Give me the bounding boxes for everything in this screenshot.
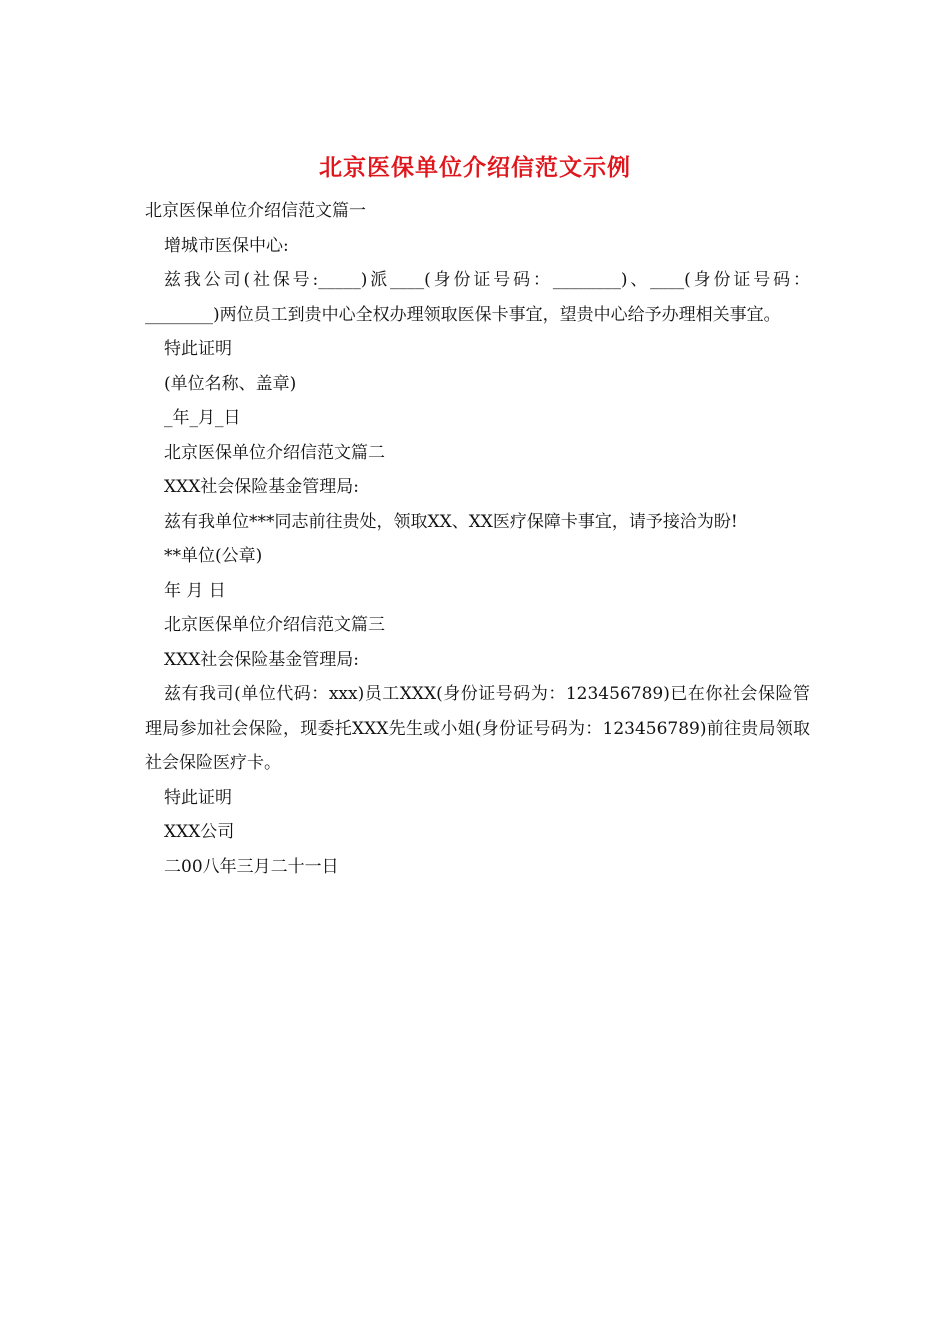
letter-body-2: 兹有我单位***同志前往贵处，领取XX、XX医疗保障卡事宜，请予接洽为盼! [164,511,738,532]
letter-signature-1: (单位名称、盖章) [164,373,297,394]
letter-addressee-2: XXX社会保险基金管理局: [164,477,360,497]
letter-date-2: 年 月 日 [164,580,226,601]
section-heading-1: 北京医保单位介绍信范文篇一 [145,201,366,221]
letter-signature-2: **单位(公章) [164,546,263,566]
letter-body-1: 兹我公司(社保号:_____)派____(身份证号码：________)、____(身份证号码：________)两位员工到贵中心全权办理领取医保卡事宜，望贵中心给予办理相关事宜。 [145,270,810,325]
letter-closing-3: 特此证明 [164,787,232,808]
document-title: 北京医保单位介绍信范文示例 [319,154,631,181]
document-body [145,194,810,884]
section-heading-2: 北京医保单位介绍信范文篇二 [164,442,385,463]
letter-closing-1: 特此证明 [164,339,232,359]
letter-date-3: 二00八年三月二十一日 [164,856,339,877]
letter-body-3: 兹有我司(单位代码：xxx)员工XXX(身份证号码为：123456789)已在你社会保险管理局参加社会保险，现委托XXX先生或小姐(身份证号码为：123456789)前往贵局领取社会保险医疗卡。 [145,684,810,773]
letter-addressee-3: XXX社会保险基金管理局: [164,649,360,670]
section-heading-3: 北京医保单位介绍信范文篇三 [164,615,385,635]
letter-signature-3: XXX公司 [164,822,235,842]
letter-date-1: _年_月_日 [164,408,241,428]
letter-addressee-1: 增城市医保中心: [164,235,289,256]
